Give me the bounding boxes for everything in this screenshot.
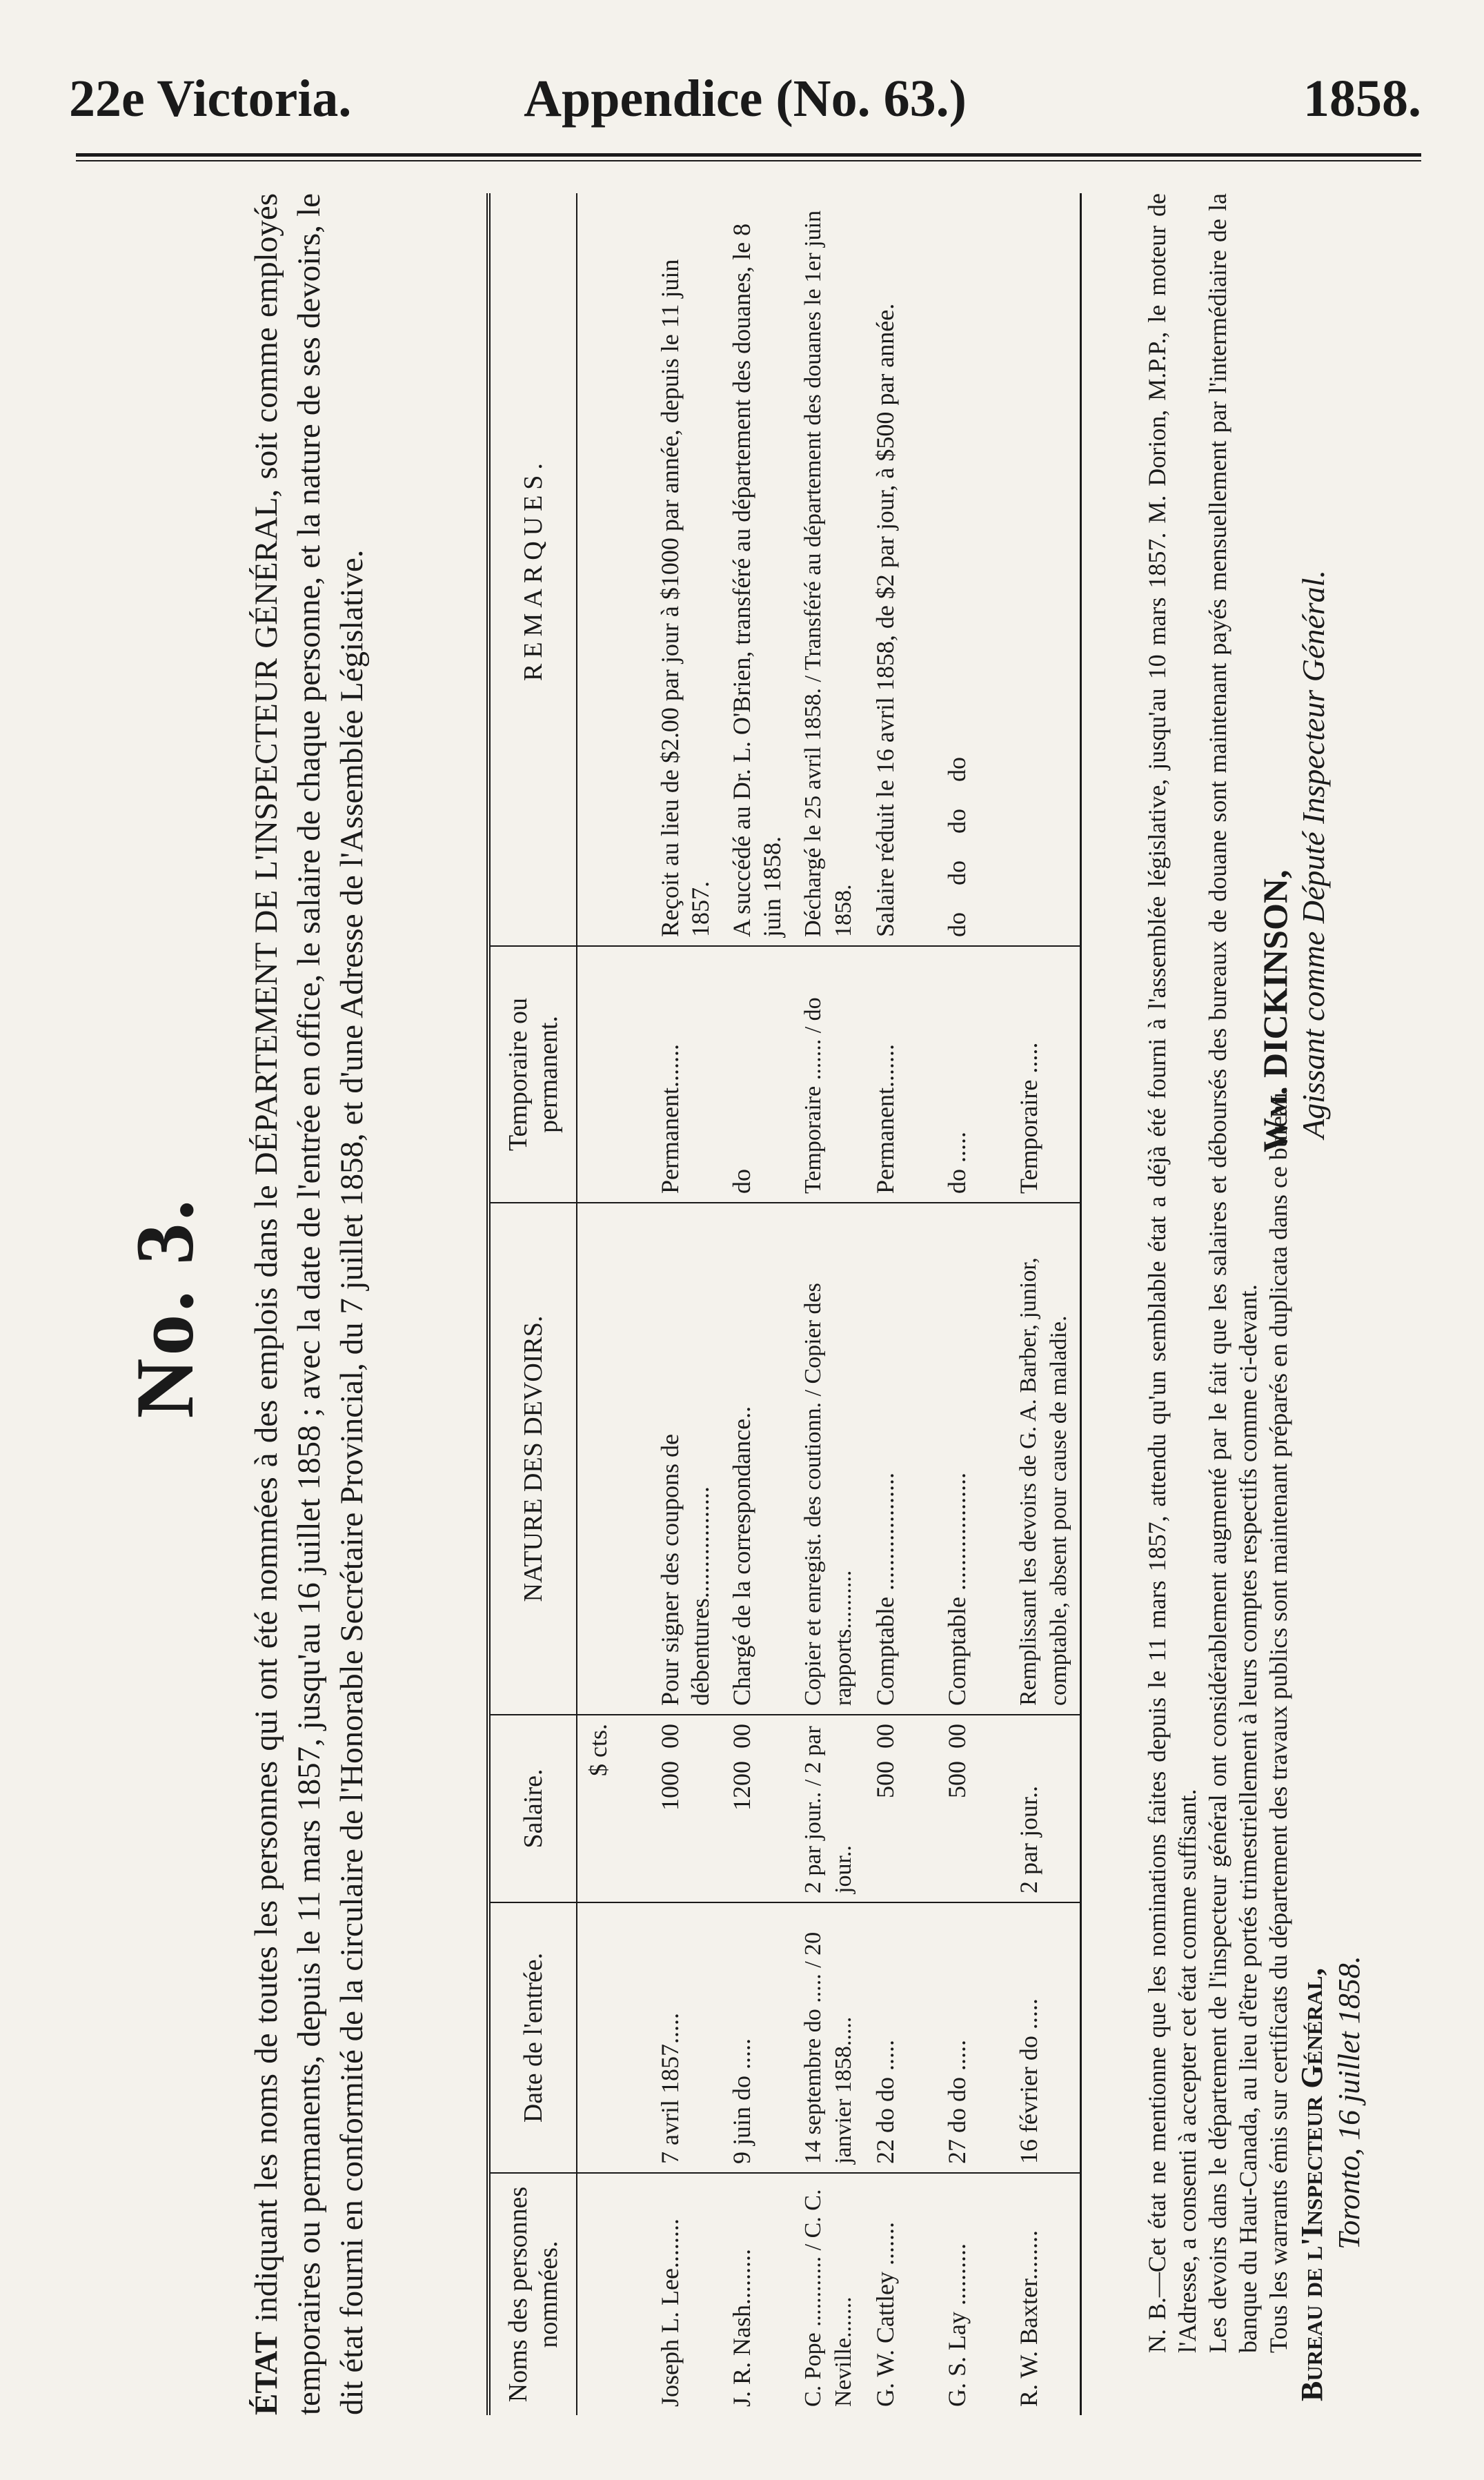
cell-status: Permanent....... [649, 946, 721, 1203]
header-status: Temporaire ou permanent. [488, 946, 577, 1203]
cell-date: 27 do do ..... [936, 1902, 1008, 2173]
header-rule-thin [76, 160, 1421, 161]
cell-salary: 500 00 [864, 1715, 936, 1902]
cell-salary: 2 par jour.. / 2 par jour.. [793, 1715, 864, 1902]
place-date: Toronto, 16 juillet 1858. [1332, 1956, 1366, 2250]
table-row [649, 193, 721, 2415]
signatory-title: Agissant comme Député Inspecteur Général. [1296, 570, 1331, 1139]
appointments-table [486, 193, 1082, 2415]
cell-duties: Pour signer des coupons de débentures.................. [649, 1203, 721, 1715]
table-row-units [577, 193, 649, 2415]
cell-remarks: do do do do [936, 193, 1008, 946]
cell-duties: Comptable ................... [864, 1203, 936, 1715]
table-row [793, 193, 864, 2415]
cell-date: 7 avril 1857..... [649, 1902, 721, 2173]
cell-date: 16 février do ..... [1008, 1902, 1081, 2173]
header-salary-label: Salaire. [519, 1769, 548, 1849]
cell-status: do ..... [936, 946, 1008, 1203]
table-row [936, 193, 1008, 2415]
cell-name: Joseph L. Lee........ [656, 2218, 684, 2407]
cell-remarks: Déchargé le 25 avril 1858. / Transféré au département des douanes le 1er juin 1858. [793, 193, 864, 946]
cell-name: C. Pope ............ / C. C. Neville....... [800, 2189, 856, 2407]
cell-status: Permanent....... [864, 946, 936, 1203]
header-remarks: REMARQUES. [488, 193, 577, 946]
cell-duties: Copier et enregist. des coutionn. / Copier des rapports.......... [793, 1203, 864, 1715]
cell-remarks: Reçoit au lieu de $2.00 par jour à $1000 par année, depuis le 11 juin 1857. [649, 193, 721, 946]
cell-name: J. R. Nash......... [728, 2248, 755, 2407]
cell-date: 14 septembre do ..... / 20 janvier 1858..... [793, 1902, 864, 2173]
etat-paragraph [245, 193, 373, 2415]
salary-units: $ cts. [577, 1715, 649, 1902]
cell-date: 9 juin do ..... [721, 1902, 793, 2173]
cell-date: 22 do do ..... [864, 1902, 936, 2173]
note-nb2: Les devoirs dans le département de l'inspecteur général ont considérablement augmenté par le fait que les salaires et déboursés des bureaux de douane sont maintenant payés mensuellement par l'intermédiaire de la banque du Haut-Canada, au lieu d'être portés trimestriellement à leurs comptes respectifs comme ci-devant. [1204, 193, 1262, 2353]
cell-status: Temporaire ....... / do [793, 946, 864, 1203]
cell-duties: Chargé de la correspondance.. [721, 1203, 793, 1715]
table-row [721, 193, 793, 2415]
cell-name: R. W. Baxter........ [1015, 2230, 1042, 2407]
rotated-content [90, 173, 1401, 2443]
note-nb3: Tous les warrants émis sur certificats du département des travaux publics sont maintenant préparés en duplicata dans ce bureau. [1265, 1086, 1292, 2353]
header-duties: NATURE DES DEVOIRS. [488, 1203, 577, 1715]
cell-empty [577, 193, 649, 946]
table-header-row [488, 193, 577, 2415]
cell-empty [577, 2173, 649, 2415]
table-row [864, 193, 936, 2415]
signatory-name: Wm. DICKINSON, [1256, 869, 1294, 1152]
cell-salary: 1200 00 [721, 1715, 793, 1902]
cell-name: G. S. Lay .......... [943, 2243, 971, 2407]
signatory [1256, 570, 1333, 1166]
cell-remarks [1008, 193, 1081, 946]
document-number: No. 3. [119, 1197, 210, 1419]
cell-duties: Comptable ................... [936, 1203, 1008, 1715]
office-name: Bureau de l'Inspecteur Général, [1295, 1968, 1329, 2401]
header-date: Date de l'entrée. [488, 1902, 577, 2173]
etat-lead: ÉTAT [248, 2331, 284, 2415]
header-session: 22e Victoria. [69, 70, 352, 128]
office-signature [1294, 1956, 1368, 2401]
header-year: 1858. [1303, 70, 1421, 128]
cell-empty [577, 946, 649, 1203]
header-appendix: Appendice (No. 63.) [524, 70, 967, 128]
cell-status: do [721, 946, 793, 1203]
etat-body: indiquant les noms de toutes les personnes qui ont été nommées à des emplois dans le DÉPARTEMENT DE L'INSPECTEUR GÉNÉRAL, soit comme employés temporaires ou permanents, depuis le 11 mars 1857, jusqu'au 16 juillet 1858 ; avec la date de l'entrée en office, le salaire de chaque personne, et la nature de ses devoirs, le dit état fourni en conformité de la circulaire de l'Honorable Secrétaire Provincial, du 7 juillet 1858, et d'une Adresse de l'Assemblée Législative. [248, 193, 370, 2415]
header-name: Noms des personnes nommées. [488, 2173, 577, 2415]
cell-salary: 2 par jour.. [1008, 1715, 1081, 1902]
header-rule [76, 153, 1421, 157]
cell-status: Temporaire ..... [1008, 946, 1081, 1203]
note-nb1: N. B.—Cet état ne mentionne que les nominations faites depuis le 11 mars 1857, attendu qu'un semblable état a déjà été fourni à l'assemblée législative, jusqu'au 10 mars 1857. M. Dorion, M.P.P., le moteur de l'Adresse, a consenti à accepter cet état comme suffisant. [1143, 193, 1201, 2353]
cell-salary: 500 00 [936, 1715, 1008, 1902]
notes-block [1142, 193, 1294, 2415]
cell-remarks: A succédé au Dr. L. O'Brien, transféré au département des douanes, le 8 juin 1858. [721, 193, 793, 946]
table-row [1008, 193, 1081, 2415]
page-header [69, 69, 1421, 145]
cell-duties: Remplissant les devoirs de G. A. Barber, junior, comptable, absent pour cause de maladie. [1008, 1203, 1081, 1715]
cell-salary: 1000 00 [649, 1715, 721, 1902]
header-salary [488, 1715, 577, 1902]
cell-empty [577, 1203, 649, 1715]
cell-name: G. W. Cattley ....... [871, 2222, 899, 2407]
cell-remarks: Salaire réduit le 16 avril 1858, de $2 par jour, à $500 par année. [864, 193, 936, 946]
cell-empty [577, 1902, 649, 2173]
